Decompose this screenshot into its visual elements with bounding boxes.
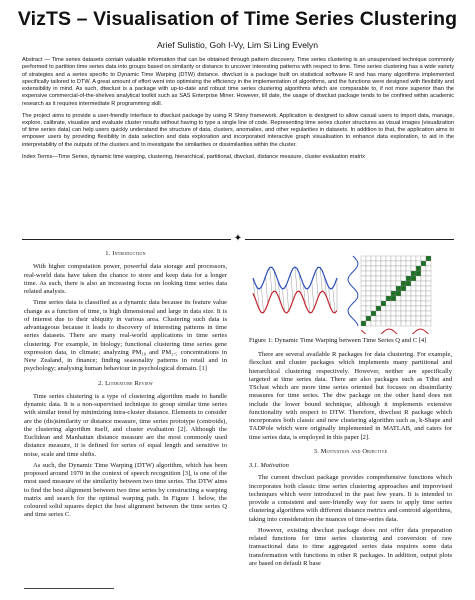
matrix-cell — [376, 291, 381, 296]
section-heading-motivation-objective: 3. Motivation and Objective — [313, 447, 388, 455]
warping-line — [291, 273, 293, 301]
matrix-cell — [381, 261, 386, 266]
matrix-cell — [426, 261, 431, 266]
matrix-cell — [421, 256, 426, 261]
body-paragraph: Time series clustering is a type of clustering algorithm made to handle dynamic data. It is a non-supervised technique to group similar time series with similar trend by minimizing intra-cluster distance. Elements to consider are the (dis)similarity or distance measure, time series prototype (centroids), the clustering algorithm itself, and cluster evaluation [2]. Although the Euclidean and Manhattan distance measure are the most commonly used distance measure, it is defined for series of equal length and sensitive to noise, scale and time shifts. — [24, 392, 227, 458]
matrix-cell — [391, 276, 396, 281]
matrix-cell — [426, 281, 431, 286]
warping-path-cell — [381, 301, 386, 306]
warping-line — [261, 287, 263, 313]
matrix-cell — [371, 256, 376, 261]
matrix-cell — [406, 286, 411, 291]
matrix-cell — [421, 266, 426, 271]
paper-title: VizTS – Visualisation of Time Series Clustering — [17, 8, 458, 30]
matrix-cell — [386, 321, 391, 326]
time-series-q-line — [253, 267, 337, 289]
left-column — [24, 248, 227, 523]
dtw-figure-graphic — [249, 250, 452, 334]
matrix-cell — [376, 261, 381, 266]
warping-path-cell — [401, 286, 406, 291]
matrix-cell — [381, 296, 386, 301]
warping-matrix — [348, 256, 431, 334]
matrix-cell — [391, 286, 396, 291]
warping-path-cell — [411, 276, 416, 281]
warping-path-cell — [426, 256, 431, 261]
matrix-cell — [416, 281, 421, 286]
matrix-cell — [371, 276, 376, 281]
warping-path-cell — [406, 281, 411, 286]
matrix-cell — [426, 286, 431, 291]
section-heading-literature-review: 2. Literature Review — [98, 379, 153, 387]
matrix-cell — [376, 266, 381, 271]
matrix-cell — [416, 261, 421, 266]
matrix-cell — [361, 306, 366, 311]
matrix-cell — [361, 316, 366, 321]
matrix-cell — [411, 281, 416, 286]
matrix-cell — [406, 301, 411, 306]
matrix-cell — [406, 311, 411, 316]
matrix-cell — [366, 276, 371, 281]
warping-line — [270, 268, 272, 294]
warping-path-cell — [366, 316, 371, 321]
warping-path-cell — [416, 266, 421, 271]
matrix-cell — [396, 261, 401, 266]
matrix-cell — [396, 281, 401, 286]
matrix-cell — [401, 306, 406, 311]
matrix-cell — [366, 306, 371, 311]
matrix-cell — [386, 316, 391, 321]
matrix-cell — [391, 261, 396, 266]
warping-path-cell — [391, 291, 396, 296]
author-list: Arief Sulistio, Goh I-Vy, Lim Si Ling Evelyn — [157, 40, 318, 50]
matrix-cell — [426, 271, 431, 276]
matrix-cell — [411, 321, 416, 326]
matrix-cell — [416, 286, 421, 291]
matrix-cell — [361, 311, 366, 316]
matrix-cell — [371, 281, 376, 286]
matrix-cell — [376, 311, 381, 316]
matrix-cell — [416, 291, 421, 296]
matrix-cell — [426, 301, 431, 306]
matrix-cell — [386, 286, 391, 291]
warping-lines — [253, 267, 337, 313]
matrix-cell — [401, 256, 406, 261]
matrix-cell — [366, 286, 371, 291]
matrix-cell — [361, 256, 366, 261]
matrix-cell — [381, 276, 386, 281]
matrix-cell — [381, 306, 386, 311]
matrix-cell — [371, 316, 376, 321]
matrix-cell — [426, 266, 431, 271]
matrix-cell — [381, 311, 386, 316]
matrix-cell — [371, 271, 376, 276]
matrix-cell — [426, 296, 431, 301]
matrix-cell — [366, 266, 371, 271]
matrix-cell — [361, 296, 366, 301]
matrix-cell — [421, 276, 426, 281]
figure-caption: Figure 1: Dynamic Time Warping between Time Series Q and C [4] — [249, 337, 427, 344]
matrix-cell — [386, 306, 391, 311]
matrix-cell — [421, 316, 426, 321]
matrix-cell — [366, 281, 371, 286]
warping-path-cell — [401, 281, 406, 286]
matrix-cell — [376, 256, 381, 261]
warping-path-cell — [391, 296, 396, 301]
matrix-cell — [366, 321, 371, 326]
matrix-cell — [366, 256, 371, 261]
matrix-cell — [381, 321, 386, 326]
matrix-cell — [371, 306, 376, 311]
matrix-cell — [421, 281, 426, 286]
matrix-cell — [366, 271, 371, 276]
matrix-cell — [376, 296, 381, 301]
matrix-cell — [361, 276, 366, 281]
matrix-cell — [376, 286, 381, 291]
matrix-cell — [411, 311, 416, 316]
matrix-cell — [401, 271, 406, 276]
matrix-cell — [366, 311, 371, 316]
warping-line — [295, 267, 297, 292]
matrix-side-series-q — [348, 256, 358, 326]
matrix-cell — [381, 271, 386, 276]
right-column — [249, 248, 452, 571]
matrix-cell — [426, 321, 431, 326]
matrix-cell — [426, 311, 431, 316]
matrix-cell — [401, 316, 406, 321]
matrix-cell — [386, 281, 391, 286]
matrix-cell — [386, 311, 391, 316]
matrix-cell — [396, 316, 401, 321]
matrix-cell — [401, 311, 406, 316]
warping-line — [312, 281, 314, 308]
matrix-cell — [416, 296, 421, 301]
matrix-cell — [396, 311, 401, 316]
matrix-cell — [361, 281, 366, 286]
matrix-cell — [371, 286, 376, 291]
warping-path-cell — [406, 276, 411, 281]
time-series-c-line — [253, 291, 337, 313]
matrix-cell — [376, 321, 381, 326]
matrix-cell — [396, 321, 401, 326]
matrix-cell — [371, 266, 376, 271]
matrix-cell — [391, 281, 396, 286]
matrix-cell — [411, 256, 416, 261]
matrix-cell — [381, 286, 386, 291]
matrix-cell — [411, 316, 416, 321]
matrix-cell — [391, 271, 396, 276]
body-paragraph: The current dtwclust package provides comprehensive functions which incorporates both classic time series clustering approaches and improvised techniques which were introduced in the past few years. It is intended to provide a consistent and user-friendly way for users to apply time series clustering algorithms with different distance metrics and centroid algorithms, taking into consideration the nuances of time-series data. — [249, 474, 452, 523]
matrix-cell — [386, 291, 391, 296]
matrix-cell — [381, 256, 386, 261]
matrix-cell — [421, 321, 426, 326]
matrix-cell — [406, 316, 411, 321]
matrix-cell — [391, 306, 396, 311]
warping-path-cell — [361, 321, 366, 326]
matrix-cell — [386, 301, 391, 306]
matrix-cell — [386, 276, 391, 281]
abstract-paragraph: The project aims to provide a user-friendly interface to dtwclust package by using R Shiny framework. Application is designed to allow casual users to import data, manage, explore, calibrate, visualize and evaluate cluster results without having to type a single line of code. Representing time series cluster structures as visual images (visualization of time series data) can help users quickly understand the structure of data, clusters, anomalies, and other regularities in datasets. In addition to that, the application aims to empower users by providing flexibility in data selection and data exploration and incorporated interactive graph visualisation to enhance data exploration, to aid in the interpretability of the outputs of the clusters and to investigate the similarities or dissimilarities within the cluster. — [22, 112, 454, 148]
body-paragraph: However, existing dtwclust package does not offer data preparation related functions for time series clustering and conversion of raw transactional data to time aggregated series data requires some data transformation with functions in other R packages. In addition, output plots are based on default R base — [249, 526, 452, 567]
matrix-cell — [401, 301, 406, 306]
matrix-cell — [391, 321, 396, 326]
divider-ornament: ✦ — [231, 232, 245, 246]
matrix-cell — [391, 301, 396, 306]
matrix-cell — [381, 281, 386, 286]
warping-line — [266, 276, 268, 304]
matrix-cell — [371, 321, 376, 326]
matrix-cell — [391, 266, 396, 271]
matrix-side-series-c — [361, 329, 431, 334]
warping-path-cell — [386, 296, 391, 301]
matrix-cell — [371, 291, 376, 296]
warping-line — [287, 284, 289, 311]
matrix-cell — [381, 291, 386, 296]
matrix-cell — [406, 256, 411, 261]
matrix-cell — [401, 276, 406, 281]
matrix-cell — [421, 291, 426, 296]
matrix-cell — [366, 261, 371, 266]
matrix-cell — [361, 266, 366, 271]
matrix-cell — [396, 256, 401, 261]
matrix-cell — [421, 306, 426, 311]
matrix-cell — [406, 296, 411, 301]
warping-line — [316, 270, 318, 297]
matrix-cell — [371, 261, 376, 266]
matrix-cell — [421, 286, 426, 291]
matrix-cell — [421, 301, 426, 306]
warping-path-cell — [396, 291, 401, 296]
matrix-cell — [396, 301, 401, 306]
matrix-cell — [401, 291, 406, 296]
matrix-cell — [406, 306, 411, 311]
matrix-cell — [391, 311, 396, 316]
matrix-cell — [381, 266, 386, 271]
matrix-cell — [421, 271, 426, 276]
matrix-cell — [396, 306, 401, 311]
warping-path-cell — [396, 286, 401, 291]
matrix-cell — [386, 256, 391, 261]
matrix-cell — [396, 271, 401, 276]
subsection-heading-motivation: 3.1. Motivation — [249, 462, 289, 470]
matrix-cell — [371, 296, 376, 301]
section-heading-introduction: 1. Introduction — [105, 250, 146, 257]
body-paragraph: With higher computation power, powerful data storage and processors, real-world data have taken the chance to store and keep data for a longer time. As such, there is also an increasing focus on looking time series data related analysis. — [24, 263, 227, 295]
matrix-cell — [401, 261, 406, 266]
matrix-cell — [406, 266, 411, 271]
matrix-cell — [411, 301, 416, 306]
matrix-cell — [411, 296, 416, 301]
body-paragraph: As such, the Dynamic Time Warping (DTW) algorithm, which has been proposed around 1970 in the context of speech recognition [3], is one of the most used measure of the similarity between two time series. The DTW aims to find the best alignment between two time series by constructing a warping matrix and search for the optimal warping path. In Figure 1 below, the coloured solid squares depict the best alignment between the time series Q and time series C. — [24, 461, 227, 519]
matrix-cell — [406, 261, 411, 266]
matrix-cell — [401, 266, 406, 271]
matrix-cell — [376, 301, 381, 306]
matrix-cell — [411, 306, 416, 311]
warping-path-cell — [421, 261, 426, 266]
matrix-cell — [386, 271, 391, 276]
matrix-cell — [361, 286, 366, 291]
matrix-cell — [376, 276, 381, 281]
warping-path-cell — [371, 311, 376, 316]
abstract-block — [22, 57, 454, 165]
matrix-cell — [366, 301, 371, 306]
warping-path-cell — [416, 271, 421, 276]
matrix-cell — [426, 306, 431, 311]
matrix-cell — [416, 321, 421, 326]
matrix-cell — [421, 296, 426, 301]
matrix-cell — [396, 296, 401, 301]
warping-path-cell — [411, 271, 416, 276]
footnote-rule — [24, 588, 114, 589]
matrix-cell — [396, 276, 401, 281]
matrix-cell — [416, 306, 421, 311]
matrix-cell — [401, 296, 406, 301]
matrix-cell — [416, 311, 421, 316]
matrix-cell — [391, 256, 396, 261]
matrix-cell — [361, 271, 366, 276]
warping-line — [308, 289, 310, 313]
matrix-cell — [416, 256, 421, 261]
body-paragraph: Time series data is classified as a dynamic data because its feature value change as a function of time, is high dimensional and large in data size. It is of interest due to their ubiquity in various area. Clustering such data is advantageous because it leads to discovery of interesting patterns in time series datasets. There are many real-world applications in time series clustering. For example, in biology; functional clustering time series gene expression data, in climate; analyzing PM₁₀ and PM₂.₅ concentrations in New Zealand, in finance; finding seasonality patterns in retail and in psychology; analysing human behaviour in psychological domain. [1] — [24, 299, 227, 373]
warping-path-cell — [376, 306, 381, 311]
matrix-cell — [421, 311, 426, 316]
matrix-cell — [426, 316, 431, 321]
matrix-cell — [411, 261, 416, 266]
matrix-cell — [386, 261, 391, 266]
matrix-cell — [361, 261, 366, 266]
matrix-cell — [361, 301, 366, 306]
matrix-cell — [391, 316, 396, 321]
matrix-cell — [366, 296, 371, 301]
matrix-cell — [361, 291, 366, 296]
matrix-cell — [406, 271, 411, 276]
matrix-cell — [426, 291, 431, 296]
matrix-cell — [416, 301, 421, 306]
index-terms: Index Terms—Time Series, dynamic time warping, clustering, hierarchical, partitional, dtwclust, distance measure, cluster evaluation matrix — [22, 153, 365, 160]
matrix-cell — [411, 266, 416, 271]
matrix-cell — [376, 316, 381, 321]
matrix-cell — [396, 266, 401, 271]
section-divider — [22, 235, 454, 243]
matrix-cell — [371, 301, 376, 306]
matrix-cell — [411, 286, 416, 291]
matrix-cell — [416, 316, 421, 321]
matrix-cell — [381, 316, 386, 321]
matrix-cell — [366, 291, 371, 296]
matrix-cell — [406, 321, 411, 326]
matrix-cell — [411, 291, 416, 296]
matrix-cell — [386, 266, 391, 271]
matrix-cell — [416, 276, 421, 281]
matrix-cell — [401, 321, 406, 326]
abstract-paragraph: Abstract — Time series datasets contain valuable information that can be obtained through pattern discovery. Time series clustering is an unsupervised technique commonly performed to partition time series data into groups based on similarity or distance to uncover interesting patterns with respect to time. Time series clustering has a wide variety of strategies and a series specific to Dynamic Time Warping (DTW) distance. dtwclust is a package built on statistical software R and has many algorithms implemented specifically tailored to DTW. A great amount of effort went into optimising the efficiency in the implementation of algorithms, and the functions were designed with flexibility and extensibility in mind. As such, dtwclust is a package with up-to-date and robust time series clustering algorithms which are comparable to, if not more superior than the expensive commercial-of-the-shelves analytical toolkit such as SAS Enterprise Miner. However, till date, the usage of dtwclust package tends to be confined within academic research as it requires intermediate R programming skill. — [22, 57, 454, 107]
matrix-cell — [406, 291, 411, 296]
matrix-cell — [376, 281, 381, 286]
matrix-cell — [426, 276, 431, 281]
warping-line — [333, 288, 335, 313]
body-paragraph: There are several available R packages for data clustering. For example, flexclust and cluster packages which implements many partitional and hierarchical clustering respectively. However, neither are specifically targeted at time series data. There are also packages such as Tdist and TSclust which are more time series oriented but focuses on dissimilarity measures for time series. The dtw package on the other hand does not include the lower bound technique, although it implements extensive functionality with respect to DTW. Therefore, dtwclust R package which incorporates both classic and new clustering algorithm such as, k-Shape and TADPole which were originally implemented in MATLAB, and caters for time series data, is employed in this paper [2]. — [249, 351, 452, 441]
dtw-figure — [249, 250, 452, 334]
matrix-cell — [376, 271, 381, 276]
